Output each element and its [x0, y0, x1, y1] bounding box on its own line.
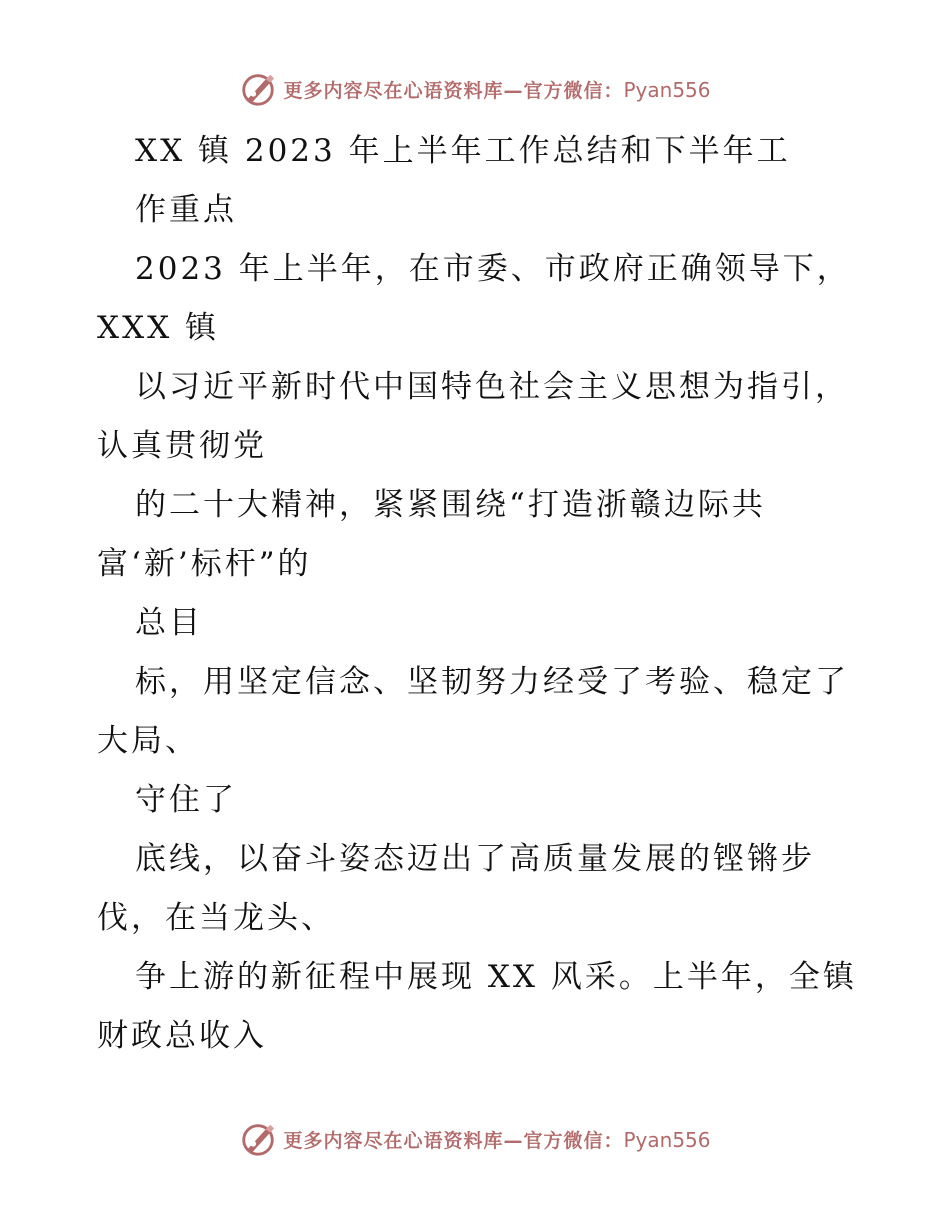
header-watermark — [0, 70, 950, 108]
watermark-text: 更多内容尽在心语资料库—官方微信：Pyan556 — [283, 77, 711, 102]
pen-logo-icon — [239, 70, 277, 108]
text-line: 的二十大精神，紧紧围绕“打造浙赣边际共 — [135, 487, 766, 523]
text-line: 认真贯彻党 — [97, 428, 267, 464]
footer-watermark — [0, 1120, 950, 1158]
text-line: 以习近平新时代中国特色社会主义思想为指引， — [135, 369, 849, 405]
text-line: 标，用坚定信念、坚韧努力经受了考验、稳定了 — [135, 664, 849, 700]
text-line: 底线，以奋斗姿态迈出了高质量发展的铿锵步 — [135, 841, 815, 877]
title-line: 作重点 — [135, 192, 237, 228]
text-line: 争上游的新征程中展现 XX 风采。上半年，全镇 — [135, 959, 857, 995]
text-line: 伐，在当龙头、 — [97, 900, 335, 936]
text-line: 富‘新’标杆”的 — [97, 546, 312, 582]
pen-logo-icon — [239, 1120, 277, 1158]
watermark-text: 更多内容尽在心语资料库—官方微信：Pyan556 — [283, 1127, 711, 1152]
text-line: 守住了 — [135, 782, 237, 818]
text-line: 2023 年上半年，在市委、市政府正确领导下， — [135, 251, 851, 287]
text-line: XXX 镇 — [97, 310, 220, 346]
text-line: 大局、 — [97, 723, 199, 759]
text-line: 总目 — [135, 605, 203, 641]
title-line: XX 镇 2023 年上半年工作总结和下半年工 — [135, 133, 791, 169]
watermark-handle: Pyan556 — [623, 77, 711, 102]
watermark-handle: Pyan556 — [623, 1127, 711, 1152]
document-body — [97, 122, 877, 1066]
text-line: 财政总收入 — [97, 1018, 267, 1054]
